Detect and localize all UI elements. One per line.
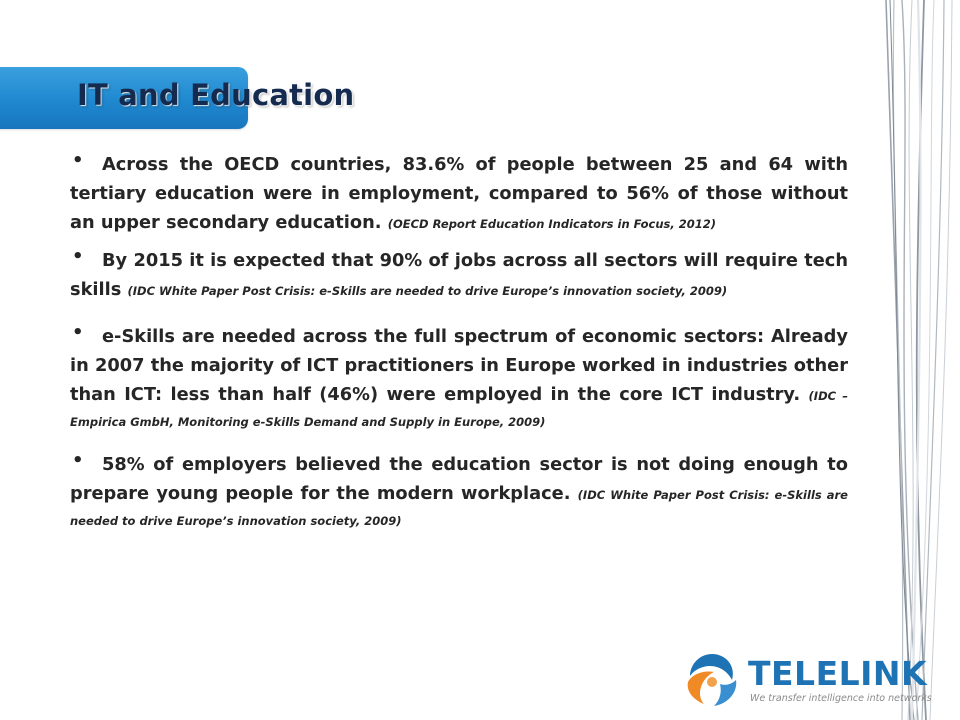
bullet-line: 58% of employers believed the education sector is not doing enough to [102, 454, 848, 475]
decorative-lines-graphic [872, 0, 960, 720]
bullet-item-4 [70, 450, 848, 532]
bullet-line [70, 380, 848, 411]
citation-continued: Empirica GmbH, Monitoring e-Skills Demand and Supply in Europe, 2009) [70, 415, 546, 429]
citation-continued: needed to drive Europe’s innovation society, 2009) [70, 514, 402, 528]
bullet-item-3 [70, 322, 848, 433]
logo-wordmark: TELELINK [748, 654, 928, 693]
bullet-text: skills [70, 279, 122, 300]
bullet-dot: • [72, 246, 84, 267]
bullet-text: an upper secondary education. [70, 212, 382, 233]
bullet-dot: • [72, 150, 84, 171]
telelink-logo [682, 648, 932, 710]
citation: (IDC White Paper Post Crisis: e-Skills are needed to drive Europe’s innovation society, 2009) [127, 284, 728, 298]
bullet-line [70, 479, 848, 510]
citation: (IDC – [808, 389, 848, 403]
citation: (IDC White Paper Post Crisis: e-Skills are [577, 488, 848, 502]
bullet-line: By 2015 it is expected that 90% of jobs across all sectors will require tech [102, 250, 848, 271]
bullet-line: e-Skills are needed across the full spectrum of economic sectors: Already [102, 326, 848, 347]
bullet-dot: • [72, 322, 84, 343]
citation: (OECD Report Education Indicators in Focus, 2012) [387, 217, 716, 231]
bullet-text: than ICT: less than half (46%) were employed in the core ICT industry. [70, 384, 801, 405]
slide-title: IT and Education [77, 78, 355, 112]
bullet-dot: • [72, 450, 84, 471]
bullet-line: tertiary education were in employment, compared to 56% of those without [70, 183, 848, 204]
bullet-line: Across the OECD countries, 83.6% of people between 25 and 64 with [102, 154, 848, 175]
logo-tagline: We transfer intelligence into networks [750, 693, 932, 704]
bullet-item-2 [70, 246, 848, 306]
bullet-line-last [70, 275, 848, 306]
bullet-item-1 [70, 150, 848, 239]
bullet-line-last [70, 208, 848, 239]
telelink-logo-icon [682, 650, 742, 708]
bullet-line: in 2007 the majority of ICT practitioners in Europe worked in industries other [70, 355, 848, 376]
bullet-text: prepare young people for the modern workplace. [70, 483, 571, 504]
